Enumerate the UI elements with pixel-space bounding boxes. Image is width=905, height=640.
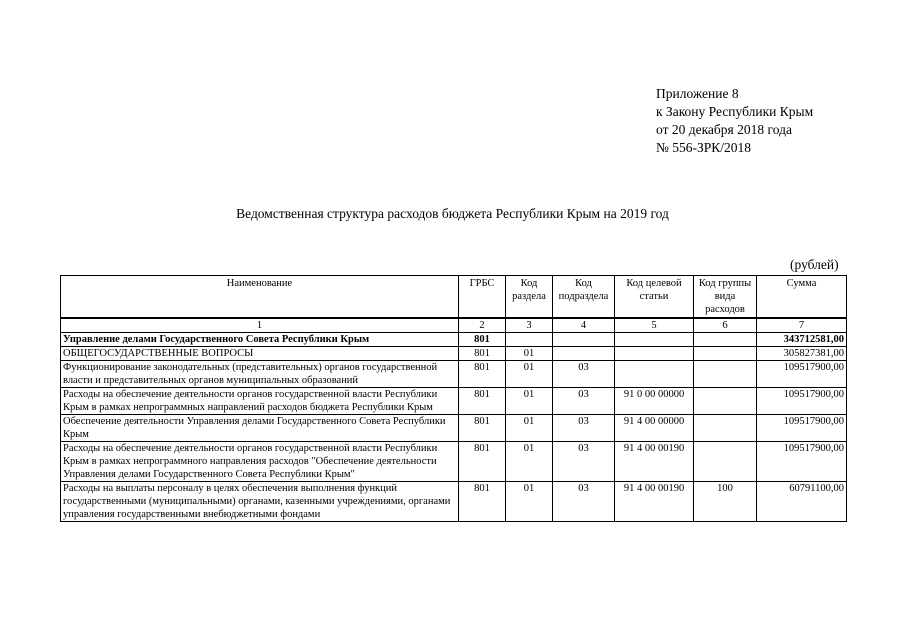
column-number: 7 <box>757 318 847 333</box>
row-expense-group <box>694 361 757 388</box>
row-name: ОБЩЕГОСУДАРСТВЕННЫЕ ВОПРОСЫ <box>61 347 459 361</box>
row-subsection: 03 <box>553 482 615 522</box>
row-section: 01 <box>506 415 553 442</box>
column-number: 6 <box>694 318 757 333</box>
row-grbs: 801 <box>459 482 506 522</box>
row-expense-group <box>694 442 757 482</box>
row-name: Расходы на выплаты персоналу в целях обеспечения выполнения функций государственными (муниципальными) органами, казенными учреждениями, органами управления государственными внебюджетными фондами <box>61 482 459 522</box>
row-amount: 305827381,00 <box>757 347 847 361</box>
row-subsection: 03 <box>553 388 615 415</box>
document-title: Ведомственная структура расходов бюджета Республики Крым на 2019 год <box>236 206 669 221</box>
row-amount: 109517900,00 <box>757 361 847 388</box>
row-name: Расходы на обеспечение деятельности органов государственной власти Республики Крым в рамках непрограммных направлений расходов бюджета Республики Крым <box>61 388 459 415</box>
row-target: 91 4 00 00000 <box>615 415 694 442</box>
budget-table <box>60 275 847 522</box>
row-target: 91 0 00 00000 <box>615 388 694 415</box>
row-subsection <box>553 347 615 361</box>
row-expense-group <box>694 415 757 442</box>
row-section: 01 <box>506 347 553 361</box>
row-subsection <box>553 333 615 347</box>
row-target <box>615 361 694 388</box>
row-name: Обеспечение деятельности Управления делами Государственного Совета Республики Крым <box>61 415 459 442</box>
row-subsection: 03 <box>553 442 615 482</box>
column-number: 4 <box>553 318 615 333</box>
appendix-law-number: № 556-ЗРК/2018 <box>656 140 752 155</box>
header-name: Наименование <box>61 276 459 319</box>
row-expense-group: 100 <box>694 482 757 522</box>
table-row <box>61 347 847 361</box>
row-section <box>506 333 553 347</box>
row-grbs: 801 <box>459 388 506 415</box>
row-grbs: 801 <box>459 361 506 388</box>
row-name: Управление делами Государственного Совета Республики Крым <box>61 333 459 347</box>
table-row <box>61 442 847 482</box>
row-section: 01 <box>506 442 553 482</box>
row-target: 91 4 00 00190 <box>615 442 694 482</box>
row-amount: 60791100,00 <box>757 482 847 522</box>
row-target <box>615 333 694 347</box>
header-section: Код раздела <box>506 276 553 319</box>
column-number: 5 <box>615 318 694 333</box>
row-expense-group <box>694 388 757 415</box>
row-name: Расходы на обеспечение деятельности органов государственной власти Республики Крым в рамках непрограммного направления расходов "Обеспечение деятельности Управления делами Государственного Совета Республики Крым" <box>61 442 459 482</box>
header-target: Код целевой статьи <box>615 276 694 319</box>
header-expense-group: Код группы вида расходов <box>694 276 757 319</box>
header-amount: Сумма <box>757 276 847 319</box>
row-amount: 343712581,00 <box>757 333 847 347</box>
row-section: 01 <box>506 361 553 388</box>
appendix-law: к Закону Республики Крым <box>656 104 814 119</box>
table-row <box>61 482 847 522</box>
column-number: 1 <box>61 318 459 333</box>
table-row <box>61 388 847 415</box>
row-grbs: 801 <box>459 347 506 361</box>
header-row <box>61 276 847 319</box>
row-amount: 109517900,00 <box>757 388 847 415</box>
row-name: Функционирование законодательных (представительных) органов государственной власти и представительных органов муниципальных образований <box>61 361 459 388</box>
header-subsection: Код подраздела <box>553 276 615 319</box>
row-subsection: 03 <box>553 361 615 388</box>
appendix-date: от 20 декабря 2018 года <box>656 122 792 137</box>
table-row <box>61 415 847 442</box>
row-section: 01 <box>506 482 553 522</box>
row-target: 91 4 00 00190 <box>615 482 694 522</box>
row-grbs: 801 <box>459 442 506 482</box>
column-number: 2 <box>459 318 506 333</box>
table-row <box>61 361 847 388</box>
row-amount: 109517900,00 <box>757 415 847 442</box>
row-expense-group <box>694 347 757 361</box>
row-section: 01 <box>506 388 553 415</box>
row-grbs: 801 <box>459 333 506 347</box>
header-grbs: ГРБС <box>459 276 506 319</box>
row-subsection: 03 <box>553 415 615 442</box>
row-expense-group <box>694 333 757 347</box>
table-row <box>61 333 847 347</box>
row-grbs: 801 <box>459 415 506 442</box>
row-target <box>615 347 694 361</box>
column-numbers-row <box>61 318 847 333</box>
row-amount: 109517900,00 <box>757 442 847 482</box>
units-label: (рублей) <box>790 257 839 272</box>
appendix-block <box>656 85 813 157</box>
column-number: 3 <box>506 318 553 333</box>
appendix-number: Приложение 8 <box>656 86 739 101</box>
